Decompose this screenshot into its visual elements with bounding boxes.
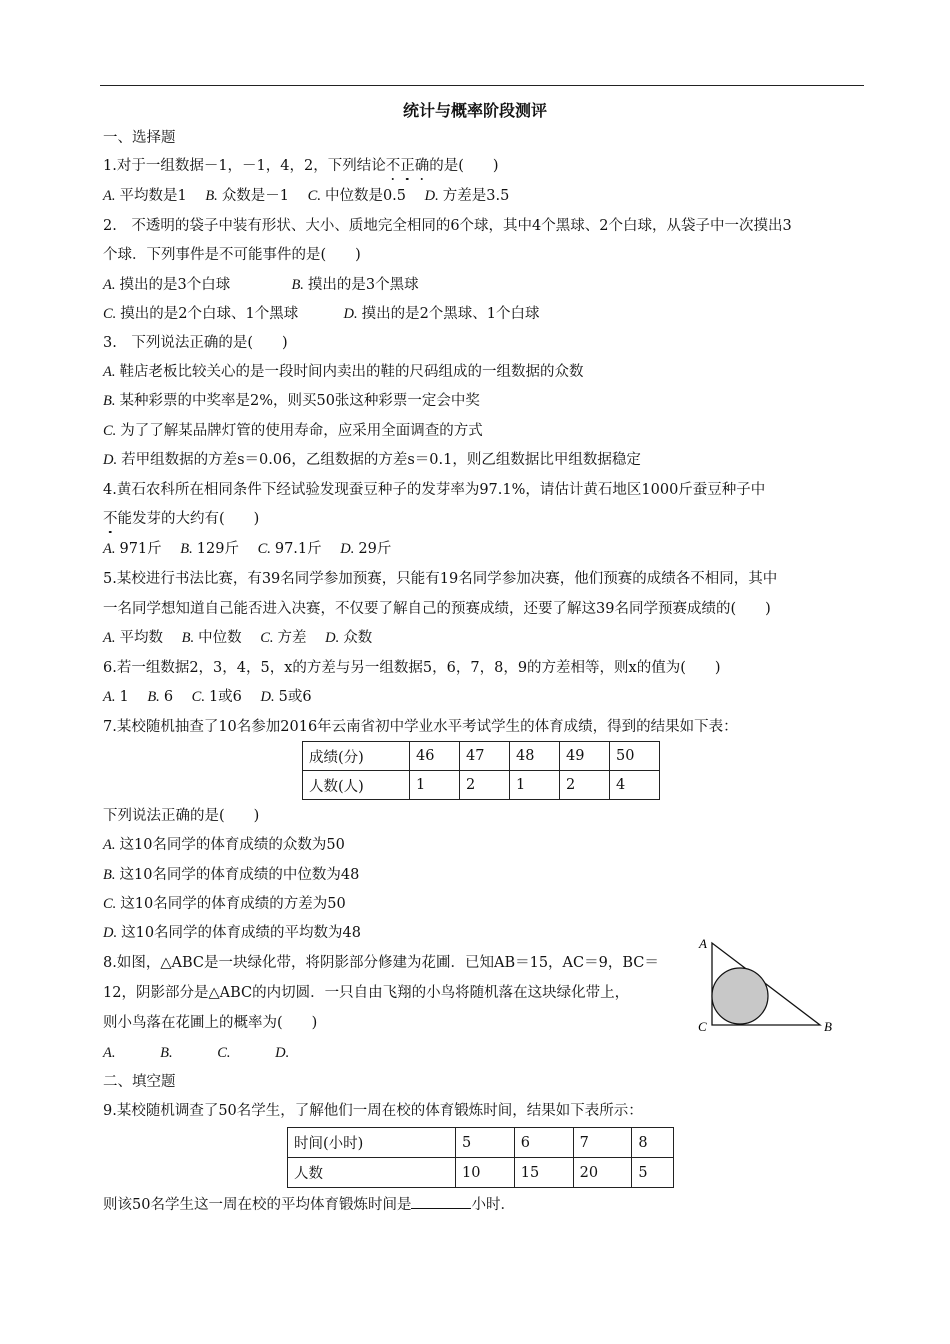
table-cell: 49 <box>560 742 610 771</box>
q2-option-a-letter: A. <box>103 277 116 293</box>
table-cell: 50 <box>610 742 660 771</box>
q4-option-d: 29斤 <box>358 541 392 557</box>
table-cell: 20 <box>573 1158 632 1188</box>
question-8-line1: 8.如图，△ABC是一块绿化带，将阴影部分修建为花圃．已知AB＝15，AC＝9，BC＝ <box>103 955 659 971</box>
q3-option-c-line <box>103 421 483 441</box>
q1-option-d: 方差是3.5 <box>442 188 510 204</box>
q8-option-a-letter: A. <box>103 1045 116 1061</box>
q7-option-b: 这10名同学的体育成绩的中位数为48 <box>119 867 360 883</box>
q5-option-a: 平均数 <box>119 630 163 646</box>
table-cell: 46 <box>410 742 460 771</box>
q9-table-row-count <box>288 1158 674 1188</box>
q4-option-a-letter: A. <box>103 541 116 557</box>
table-cell: 15 <box>514 1158 573 1188</box>
q7-option-a-line <box>103 835 345 855</box>
table-cell: 4 <box>610 771 660 800</box>
table-cell: 2 <box>460 771 510 800</box>
q4-option-b-letter: B. <box>180 541 193 557</box>
question-5-stem-line2: 一名同学想知道自己能否进入决赛，不仅要了解自己的预赛成绩，还要了解这39名同学预赛成绩的( ) <box>103 601 771 617</box>
table-cell: 48 <box>510 742 560 771</box>
vertex-label-c: C <box>698 1019 707 1034</box>
q8-option-b-letter: B. <box>160 1045 173 1061</box>
answer-blank[interactable] <box>411 1194 471 1209</box>
q9-time-table <box>287 1127 674 1188</box>
q2-option-b-letter: B. <box>291 277 304 293</box>
table-cell: 10 <box>456 1158 515 1188</box>
q1-option-a-letter: A. <box>103 188 116 204</box>
question-9-stem: 9.某校随机调查了50名学生，了解他们一周在校的体育锻炼时间，结果如下表所示： <box>103 1103 643 1119</box>
table-cell: 5 <box>456 1128 515 1158</box>
q6-option-c-letter: C. <box>191 689 205 705</box>
q3-option-b-line <box>103 391 480 411</box>
table-cell: 47 <box>460 742 510 771</box>
question-6-options <box>103 687 312 707</box>
q2-option-d: 摸出的是2个黑球、1个白球 <box>361 306 540 322</box>
q6-option-d-letter: D. <box>260 689 275 705</box>
q6-option-b-letter: B. <box>147 689 160 705</box>
q7-option-c-letter: C. <box>103 896 117 912</box>
q3-option-c: 为了了解某品牌灯管的使用寿命，应采用全面调查的方式 <box>120 423 483 439</box>
table-cell: 2 <box>560 771 610 800</box>
q1-option-b-letter: B. <box>205 188 218 204</box>
table-cell: 1 <box>410 771 460 800</box>
q7-option-d-line <box>103 923 361 943</box>
question-3-stem: 3. 下列说法正确的是( ) <box>103 335 288 351</box>
q9-after-pre: 则该50名学生这一周在校的平均体育锻炼时间是 <box>103 1197 412 1213</box>
q7-option-c: 这10名同学的体育成绩的方差为50 <box>120 896 346 912</box>
q6-option-d: 5或6 <box>278 689 312 705</box>
question-1-stem <box>103 156 499 176</box>
section-heading-choice: 一、选择题 <box>103 130 176 146</box>
q8-option-c-letter: C. <box>217 1045 231 1061</box>
q5-option-c: 方差 <box>277 630 307 646</box>
question-4-options <box>103 539 391 559</box>
q4-option-a: 971斤 <box>119 541 162 557</box>
question-8-line3: 则小鸟落在花圃上的概率为( ) <box>103 1015 318 1031</box>
table-cell: 7 <box>573 1128 632 1158</box>
table-cell: 人数 <box>288 1158 456 1188</box>
question-2-options-ab <box>103 275 419 295</box>
question-4-stem-line1: 4.黄石农科所在相同条件下经试验发现蚕豆种子的发芽率为97.1%，请估计黄石地区1000斤蚕豆种子中 <box>103 482 766 498</box>
q7-option-c-line <box>103 894 346 914</box>
question-8-options <box>103 1043 293 1063</box>
q6-option-a: 1 <box>119 689 129 705</box>
table-cell: 8 <box>632 1128 674 1158</box>
q3-option-d: 若甲组数据的方差s＝0.06，乙组数据的方差s＝0.1，则乙组数据比甲组数据稳定 <box>121 452 641 468</box>
q1-stem-post: 的是( ) <box>429 158 499 174</box>
q7-table-row-count <box>303 771 660 800</box>
top-rule <box>100 85 864 86</box>
q7-option-b-line <box>103 865 359 885</box>
q7-option-a: 这10名同学的体育成绩的众数为50 <box>119 837 345 853</box>
question-4-stem-line2 <box>103 509 259 529</box>
q1-option-a: 平均数是1 <box>119 188 187 204</box>
q7-option-d-letter: D. <box>103 925 118 941</box>
q1-stem-emphasis: 不正确 <box>385 158 430 174</box>
q6-option-a-letter: A. <box>103 689 116 705</box>
q5-option-d-letter: D. <box>325 630 340 646</box>
table-cell: 1 <box>510 771 560 800</box>
question-1-options <box>103 186 509 206</box>
question-7-stem: 7.某校随机抽查了10名参加2016年云南省初中学业水平考试学生的体育成绩，得到的结果如下表： <box>103 719 738 735</box>
q1-option-c: 中位数是0.5 <box>324 188 407 204</box>
q3-option-b-letter: B. <box>103 393 116 409</box>
q1-option-d-letter: D. <box>424 188 439 204</box>
q4-stem-post: 能发芽的大约有( ) <box>117 511 260 527</box>
table-cell: 人数(人) <box>303 771 410 800</box>
vertex-label-a: A <box>699 936 707 951</box>
triangle-incircle-figure <box>695 935 845 1035</box>
question-5-options <box>103 628 372 648</box>
q1-option-c-letter: C. <box>307 188 321 204</box>
q3-option-d-letter: D. <box>103 452 118 468</box>
question-5-stem-line1: 5.某校进行书法比赛，有39名同学参加预赛，只能有19名同学参加决赛，他们预赛的成绩各不相同，其中 <box>103 571 778 587</box>
q5-option-d: 众数 <box>343 630 373 646</box>
q2-option-a: 摸出的是3个白球 <box>119 277 231 293</box>
q7-table-row-score <box>303 742 660 771</box>
table-cell: 成绩(分) <box>303 742 410 771</box>
q7-option-a-letter: A. <box>103 837 116 853</box>
q6-option-b: 6 <box>163 689 174 705</box>
q9-after-post: 小时． <box>471 1197 515 1213</box>
q4-option-b: 129斤 <box>196 541 239 557</box>
q2-option-d-letter: D. <box>343 306 358 322</box>
q9-table-row-time <box>288 1128 674 1158</box>
q5-option-b: 中位数 <box>198 630 242 646</box>
question-9-after <box>103 1194 515 1215</box>
q8-option-d-letter: D. <box>275 1045 290 1061</box>
table-cell: 5 <box>632 1158 674 1188</box>
q4-option-c-letter: C. <box>257 541 271 557</box>
page-title: 统计与概率阶段测评 <box>402 101 547 120</box>
q1-option-b: 众数是－1 <box>221 188 290 204</box>
q5-option-c-letter: C. <box>260 630 274 646</box>
table-cell: 时间(小时) <box>288 1128 456 1158</box>
q4-option-c: 97.1斤 <box>274 541 322 557</box>
q3-option-a: 鞋店老板比较关心的是一段时间内卖出的鞋的尺码组成的一组数据的众数 <box>119 364 584 380</box>
q3-option-c-letter: C. <box>103 423 117 439</box>
incircle-shaded <box>712 968 768 1024</box>
q4-option-d-letter: D. <box>340 541 355 557</box>
q2-option-c: 摸出的是2个白球、1个黑球 <box>120 306 299 322</box>
q7-option-d: 这10名同学的体育成绩的平均数为48 <box>121 925 362 941</box>
q3-option-a-letter: A. <box>103 364 116 380</box>
question-2-stem-line2: 个球．下列事件是不可能事件的是( ) <box>103 247 361 263</box>
question-7-after: 下列说法正确的是( ) <box>103 808 260 824</box>
q3-option-b: 某种彩票的中奖率是2%，则买50张这种彩票一定会中奖 <box>119 393 480 409</box>
q7-score-table <box>302 741 660 800</box>
vertex-label-b: B <box>824 1019 832 1034</box>
q7-option-b-letter: B. <box>103 867 116 883</box>
q4-stem-emphasis: 不 <box>103 511 118 527</box>
q3-option-d-line <box>103 450 641 470</box>
q2-option-c-letter: C. <box>103 306 117 322</box>
table-cell: 6 <box>514 1128 573 1158</box>
q5-option-a-letter: A. <box>103 630 116 646</box>
question-2-stem-line1: 2. 不透明的袋子中装有形状、大小、质地完全相同的6个球，其中4个黑球、2个白球，从袋子中一次摸出3 <box>103 218 792 234</box>
section-heading-fill: 二、填空题 <box>103 1074 176 1090</box>
question-8-line2: 12，阴影部分是△ABC的内切圆．一只自由飞翔的小鸟将随机落在这块绿化带上， <box>103 985 630 1001</box>
q2-option-b: 摸出的是3个黑球 <box>307 277 419 293</box>
q1-stem-pre: 1.对于一组数据－1，－1，4，2，下列结论 <box>103 158 386 174</box>
question-6-stem: 6.若一组数据2，3，4，5，x的方差与另一组数据5，6，7，8，9的方差相等，则x的值为( ) <box>103 660 721 676</box>
q5-option-b-letter: B. <box>181 630 195 646</box>
question-2-options-cd <box>103 304 540 324</box>
q3-option-a-line <box>103 362 583 382</box>
q6-option-c: 1或6 <box>208 689 242 705</box>
